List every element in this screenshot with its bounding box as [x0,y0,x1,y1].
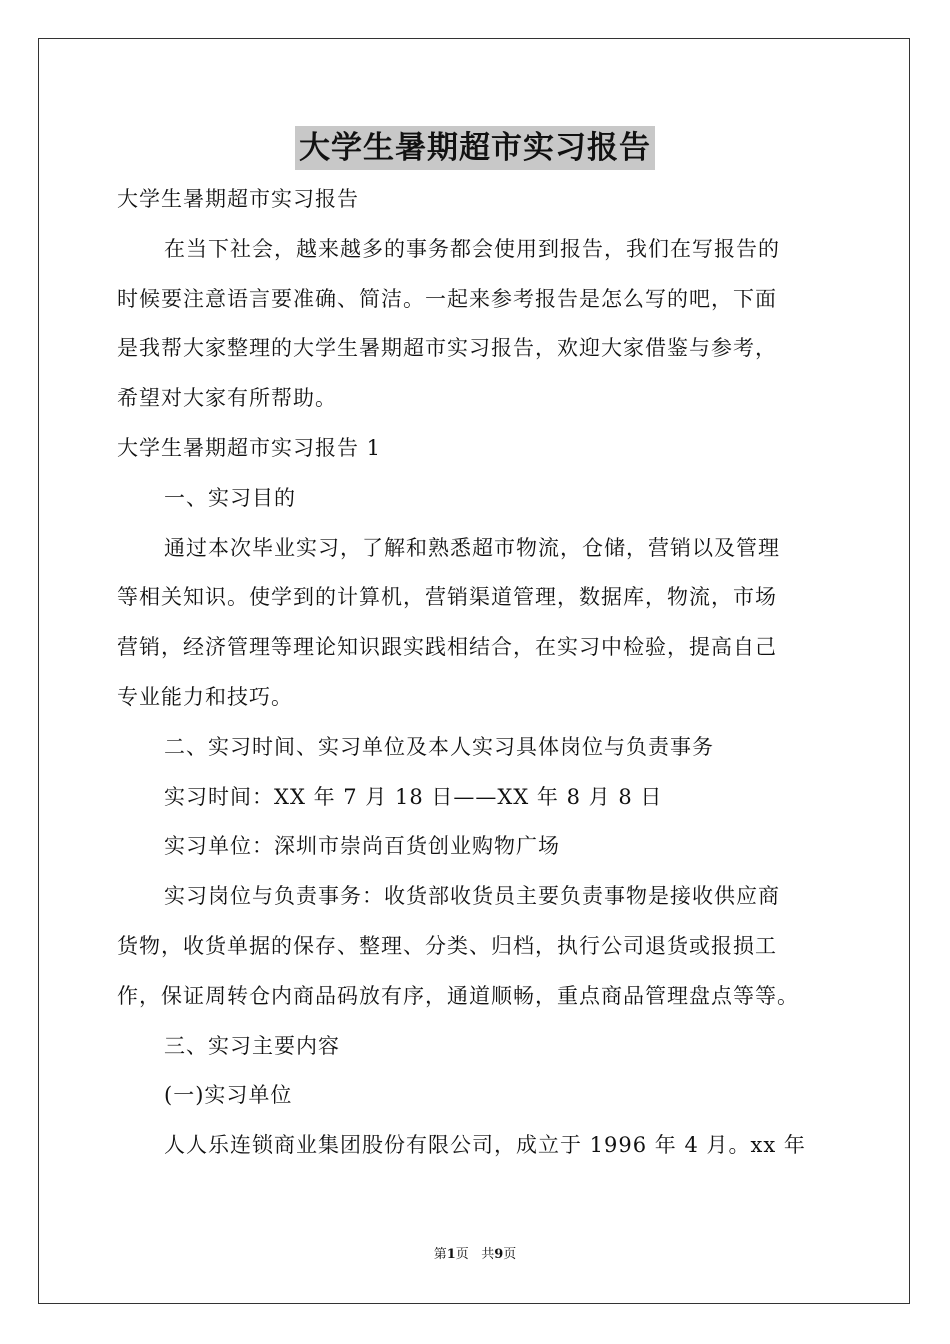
body-line: 是我帮大家整理的大学生暑期超市实习报告，欢迎大家借鉴与参考， [117,336,777,361]
page-footer [0,1245,950,1265]
body-line: 营销，经济管理等理论知识跟实践相结合，在实习中检验，提高自己 [117,635,777,660]
subsection-heading: 三、实习主要内容 [164,1033,340,1058]
page-prefix: 第 [433,1247,447,1262]
body-line: 大学生暑期超市实习报告 [117,187,359,211]
body-line: 实习单位：深圳市崇尚百货创业购物广场 [164,834,560,859]
body-line: 人人乐连锁商业集团股份有限公司，成立于 1996 年 4 月。xx 年 [164,1133,806,1158]
page-total: 9 [494,1247,504,1262]
body-line: 希望对大家有所帮助。 [117,386,337,411]
page-number: 1 [446,1247,456,1262]
total-prefix: 共 [481,1247,495,1262]
body-line: 时候要注意语言要准确、简洁。一起来参考报告是怎么写的吧，下面 [117,286,777,311]
page-unit: 页 [455,1247,469,1262]
title-container [0,126,950,170]
body-line: 在当下社会，越来越多的事务都会使用到报告，我们在写报告的 [164,236,780,261]
total-unit: 页 [503,1247,517,1262]
body-line: 作，保证周转仓内商品码放有序，通道顺畅，重点商品管理盘点等等。 [117,983,799,1008]
section-heading: 大学生暑期超市实习报告 1 [117,435,382,460]
document-body [117,175,837,1171]
body-line: 通过本次毕业实习，了解和熟悉超市物流，仓储，营销以及管理 [164,535,780,560]
body-line: 实习岗位与负责事务：收货部收货员主要负责事物是接收供应商 [164,884,780,909]
body-line: 专业能力和技巧。 [117,684,293,709]
subsection-heading: 一、实习目的 [164,485,296,510]
subsection-heading: (一)实习单位 [164,1083,293,1108]
body-line: 等相关知识。使学到的计算机，营销渠道管理，数据库，物流，市场 [117,585,777,610]
body-line: 实习时间：XX 年 7 月 18 日——XX 年 8 月 8 日 [164,784,663,809]
subsection-heading: 二、实习时间、实习单位及本人实习具体岗位与负责事务 [164,734,714,759]
body-line: 货物，收货单据的保存、整理、分类、归档，执行公司退货或报损工 [117,933,777,958]
document-title: 大学生暑期超市实习报告 [295,126,655,170]
